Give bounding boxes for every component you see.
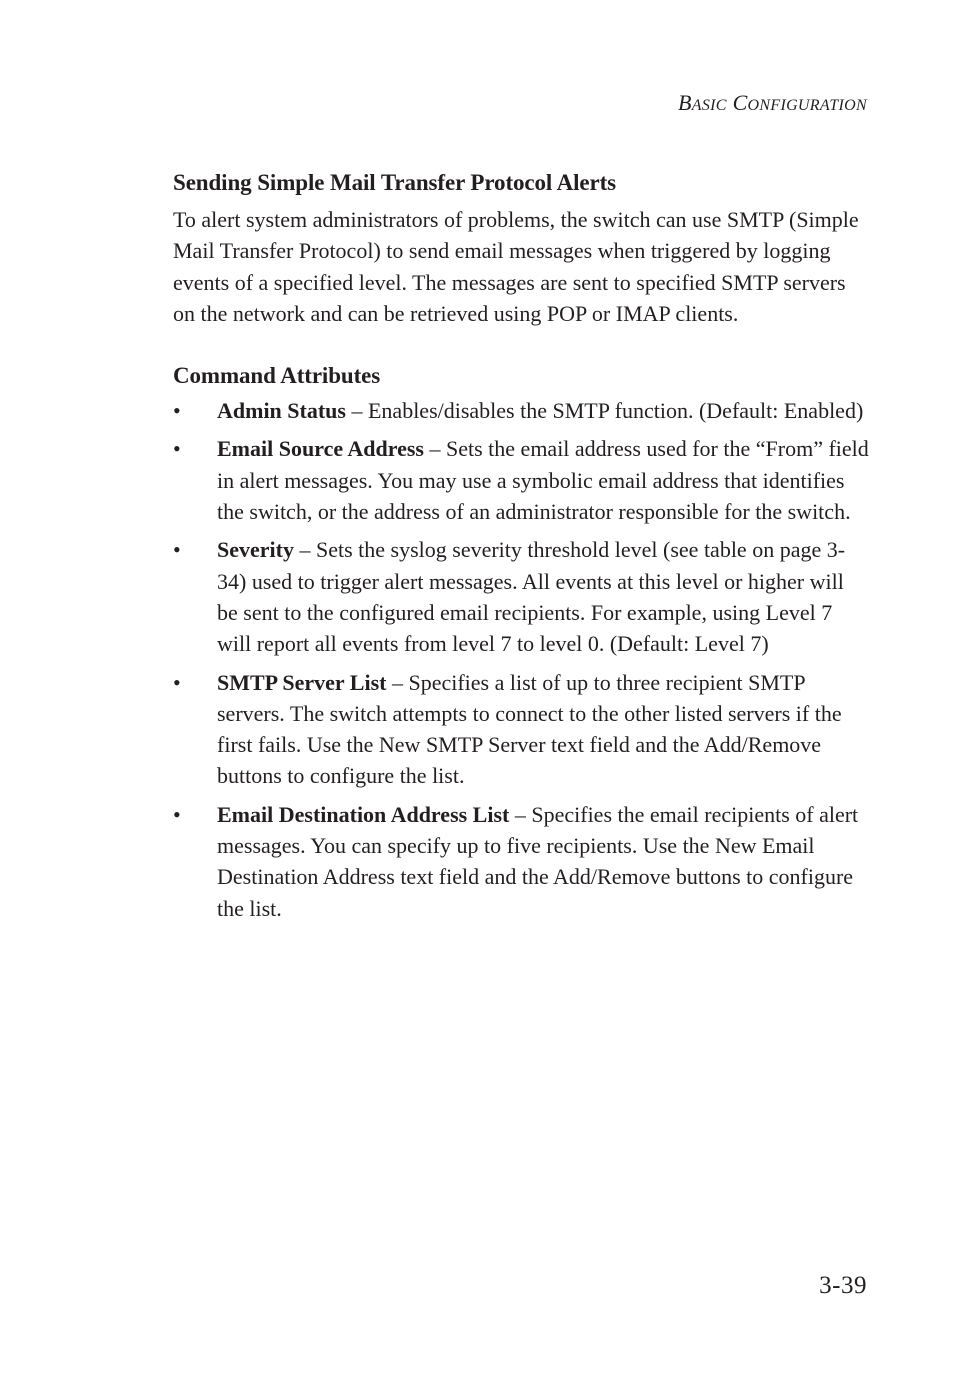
attributes-list bbox=[173, 395, 873, 924]
header-initial-2: C bbox=[732, 90, 748, 115]
header-initial-1: B bbox=[678, 90, 692, 115]
bullet: • bbox=[173, 669, 181, 695]
attribute-term: SMTP Server List bbox=[217, 669, 387, 695]
bullet: • bbox=[173, 537, 181, 563]
attribute-description: – Sets the syslog severity threshold level (see table on page 3-34) used to trigger alert messages. All events at this level or higher will be sent to the configured email recipients. For example, using Level 7 will report all events from level 7 to level 0. (Default: Level 7) bbox=[217, 537, 846, 657]
bullet: • bbox=[173, 801, 181, 827]
attribute-description: – Sets the email address used for the “From” field in alert messages. You may use a symbolic email address that identifies the switch, or the address of an administrator responsible for the switch. bbox=[217, 436, 869, 525]
list-item bbox=[173, 667, 869, 792]
attribute-description: – Enables/disables the SMTP function. (Default: Enabled) bbox=[345, 398, 864, 424]
page-number: 3-39 bbox=[819, 1272, 867, 1299]
attribute-term: Admin Status bbox=[217, 398, 346, 424]
header-rest-2: ONFIGURATION bbox=[747, 97, 867, 114]
list-item bbox=[173, 534, 869, 659]
attribute-term: Severity bbox=[217, 537, 294, 563]
attribute-description: – Specifies a list of up to three recipient SMTP servers. The switch attempts to connect to the other listed servers if the first fails. Use the New SMTP Server text field and the Add/Remove buttons to configure the list. bbox=[217, 669, 842, 789]
running-header bbox=[678, 90, 867, 116]
bullet: • bbox=[173, 436, 181, 462]
header-rest-1: ASIC bbox=[691, 97, 727, 114]
attribute-term: Email Source Address bbox=[217, 436, 424, 462]
page-content bbox=[173, 166, 873, 931]
attribute-term: Email Destination Address List bbox=[217, 801, 510, 827]
list-item bbox=[173, 799, 869, 924]
list-item bbox=[173, 395, 869, 426]
list-item bbox=[173, 433, 869, 527]
bullet: • bbox=[173, 398, 181, 424]
section-title: Sending Simple Mail Transfer Protocol Alerts bbox=[173, 170, 617, 195]
attribute-description: – Specifies the email recipients of alert messages. You can specify up to five recipients. Use the New Email Destination Address text field and the Add/Remove buttons to configure the list. bbox=[217, 801, 859, 921]
attributes-title: Command Attributes bbox=[173, 363, 381, 389]
section-intro: To alert system administrators of problems, the switch can use SMTP (Simple Mail Transfer Protocol) to send email messages when triggered by logging events of a specified level. The messages are sent to specified SMTP servers on the network and can be retrieved using POP or IMAP clients. bbox=[173, 207, 859, 326]
